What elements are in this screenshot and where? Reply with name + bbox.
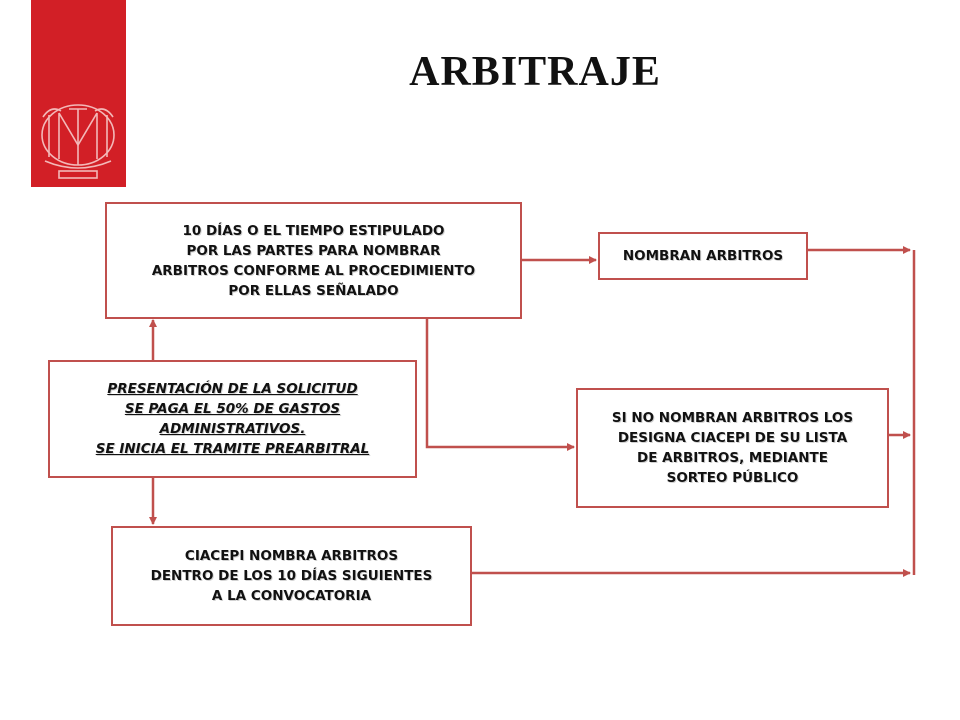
box-line: ARBITROS CONFORME AL PROCEDIMIENTO bbox=[151, 262, 476, 279]
nombran-box bbox=[598, 232, 808, 280]
plazo-box bbox=[105, 202, 522, 319]
box-line: SI NO NOMBRAN ARBITROS LOS bbox=[611, 410, 854, 426]
ciacepi-box bbox=[111, 526, 472, 626]
page-title: ARBITRAJE bbox=[409, 49, 661, 95]
box-line: POR ELLAS SEÑALADO bbox=[228, 282, 399, 299]
box-line: SORTEO PÚBLICO bbox=[666, 470, 799, 486]
box-line: 10 DÍAS O EL TIEMPO ESTIPULADO bbox=[182, 222, 445, 239]
box-line: DESIGNA CIACEPI DE SU LISTA bbox=[617, 430, 848, 446]
no-nombran-box bbox=[576, 388, 889, 508]
box-line: POR LAS PARTES PARA NOMBRAR bbox=[186, 242, 441, 259]
box-line: PRESENTACIÓN DE LA SOLICITUD bbox=[107, 381, 358, 397]
box-line: CIACEPI NOMBRA ARBITROS bbox=[184, 548, 399, 564]
box-line: SE PAGA EL 50% DE GASTOS bbox=[124, 401, 341, 417]
box-line: ADMINISTRATIVOS. bbox=[159, 421, 306, 437]
box-line: DENTRO DE LOS 10 DÍAS SIGUIENTES bbox=[150, 568, 433, 584]
box-line: SE INICIA EL TRAMITE PREARBITRAL bbox=[95, 441, 370, 457]
box-line: A LA CONVOCATORIA bbox=[211, 588, 372, 604]
presentacion-box bbox=[48, 360, 417, 478]
box-line: NOMBRAN ARBITROS bbox=[622, 248, 784, 264]
arrow-plazo-to-no-nombran bbox=[427, 319, 574, 447]
box-line: DE ARBITROS, MEDIANTE bbox=[637, 450, 828, 466]
